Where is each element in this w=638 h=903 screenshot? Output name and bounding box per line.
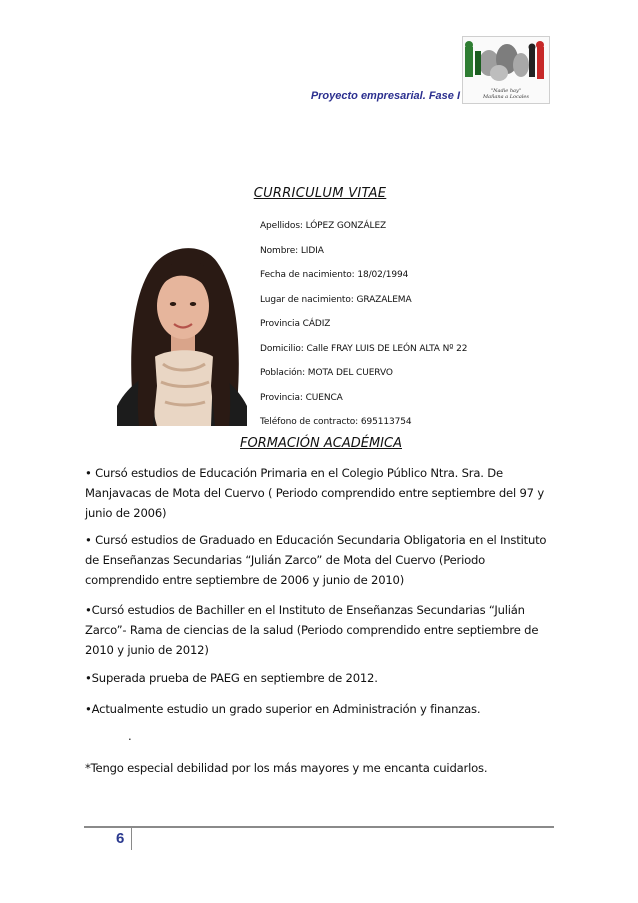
page-number: 6	[116, 830, 125, 847]
logo	[462, 36, 550, 104]
field-domicilio: Domicilio: Calle FRAY LUIS DE LEÓN ALTA Nº 22	[260, 343, 468, 354]
footer-rule	[84, 826, 554, 828]
logo-caption-line1: "Nadie hay"	[490, 88, 522, 94]
field-nombre: Nombre: LIDIA	[260, 245, 324, 256]
education-item-bachiller: •Cursó estudios de Bachiller en el Instituto de Enseñanzas Secundarias “Julián Zarco”- Rama de ciencias de la salud (Periodo comprendido entre septiembre de 2010 y junio de 2012)	[85, 603, 539, 657]
logo-caption-line2: Mañana a Locales	[483, 94, 529, 100]
personal-note: *Tengo especial debilidad por los más mayores y me encanta cuidarlos.	[85, 761, 488, 775]
field-lugar-nacimiento: Lugar de nacimiento: GRAZALEMA	[260, 294, 412, 305]
education-item-primaria: • Cursó estudios de Educación Primaria en el Colegio Público Ntra. Sra. De Manjavacas de Mota del Cuervo ( Periodo comprendido entre septiembre del 97 y junio de 2006)	[85, 466, 544, 520]
field-telefono: Teléfono de contracto: 695113754	[260, 417, 412, 427]
footer-divider	[131, 828, 132, 850]
education-title: FORMACIÓN ACADÉMICA	[240, 436, 402, 451]
profile-photo-illustration	[117, 236, 247, 426]
profile-photo	[117, 236, 247, 426]
field-fecha-nacimiento: Fecha de nacimiento: 18/02/1994	[260, 270, 409, 280]
field-provincia: Provincia: CUENCA	[260, 392, 343, 403]
stray-dot: .	[128, 729, 132, 743]
education-item-eso: • Cursó estudios de Graduado en Educación Secundaria Obligatoria en el Instituto de Enseñanzas Secundarias “Julián Zarco” de Mota del Cuervo (Periodo comprendido entre septiembre de 2006 y junio de 2010)	[85, 533, 547, 587]
field-apellidos: Apellidos: LÓPEZ GONZÁLEZ	[260, 221, 387, 231]
personal-details	[260, 214, 590, 435]
field-provincia-nacimiento: Provincia CÁDIZ	[260, 319, 331, 329]
logo-caption	[463, 88, 549, 100]
field-poblacion: Población: MOTA DEL CUERVO	[260, 368, 393, 378]
education-item-current: •Actualmente estudio un grado superior en Administración y finanzas.	[85, 702, 481, 716]
header-title: Proyecto empresarial. Fase I	[310, 90, 460, 102]
cv-title: CURRICULUM VITAE	[253, 186, 387, 201]
education-item-paeg: •Superada prueba de PAEG en septiembre de 2012.	[85, 671, 378, 685]
